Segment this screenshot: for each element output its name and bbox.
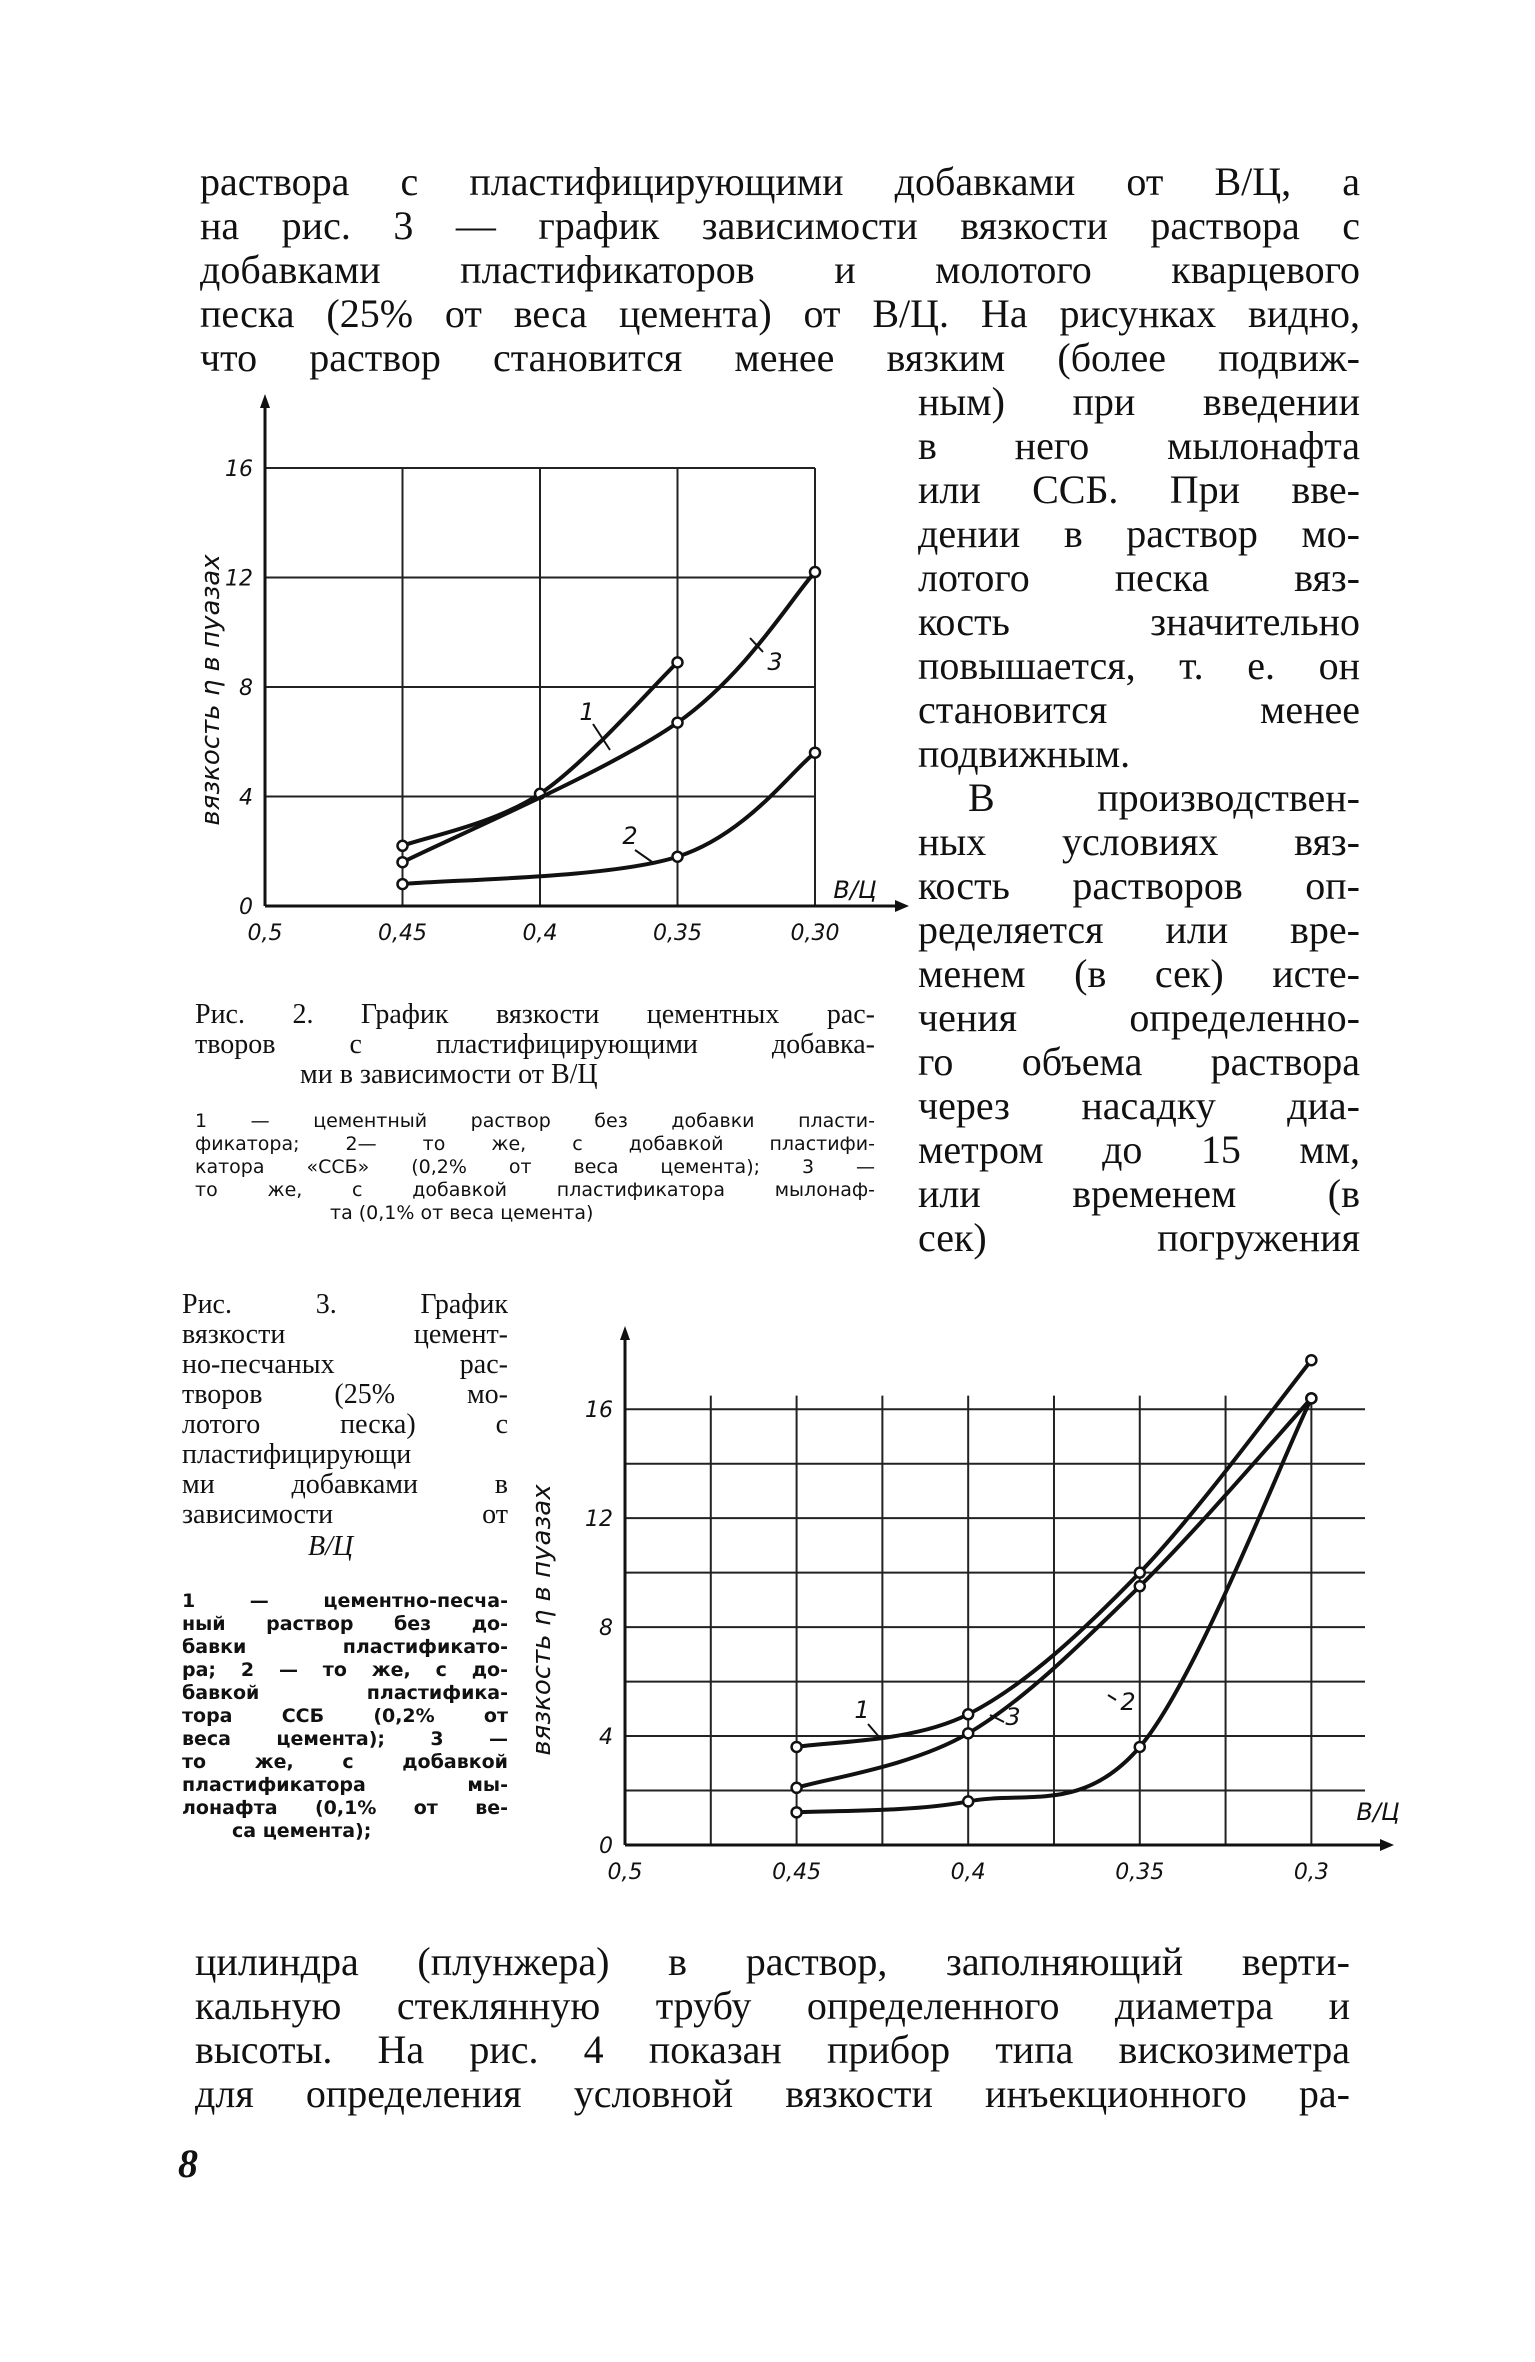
legend-line: та (0,1% от веса цемента) [330,1202,594,1224]
text-line: го объема раствора [918,1039,1360,1084]
y-axis-label: вязкость η в пуазах [196,554,226,826]
text-line: ределяется или вре- [918,907,1360,952]
legend-line: бавкой пластифика- [182,1682,508,1704]
data-point [1135,1581,1145,1591]
x-axis-label: В/Ц [1356,1798,1400,1826]
caption-line: вязкости цемент- [182,1319,508,1350]
data-point [673,657,683,667]
text-line: раствора с пластифицирующими добавками от В/Ц, а [200,159,1360,204]
y-tick-label: 8 [599,1616,613,1642]
legend-line: 1 — цементно-песча- [182,1590,508,1612]
legend-line: то же, с добавкой пластификатора мылонаф- [195,1179,875,1201]
text-line: ным) при введении [918,379,1360,424]
x-tick-label: 0,45 [772,1860,822,1885]
y-tick-label: 12 [585,1507,613,1533]
text-line: на рис. 3 — график зависимости вязкости раствора с [200,203,1360,248]
page-number: 8 [178,2141,198,2186]
text-line: через насадку диа- [918,1083,1360,1128]
data-point [398,841,408,851]
legend-line: пластификатора мы- [182,1774,508,1796]
text-line: подвижным. [918,731,1131,776]
text-line: становится менее [918,687,1360,732]
text-line: чения определенно- [918,995,1360,1040]
caption-line: Рис. 3. График [182,1289,508,1320]
y-tick-label: 12 [225,566,253,592]
x-tick-label: 0,35 [653,921,702,946]
caption-line: лотого песка) с [182,1409,508,1440]
x-tick-label: 0,3 [1293,1860,1329,1885]
legend-line: 1 — цементный раствор без добавки пласти- [195,1110,875,1132]
text-line: лотого песка вяз- [918,555,1360,600]
grid [265,468,815,906]
legend-line: ра; 2 — то же, с до- [182,1659,508,1681]
series-leader [1108,1695,1116,1700]
data-point [1306,1393,1316,1403]
text-line: повышается, т. е. он [918,643,1360,688]
data-point [963,1709,973,1719]
text-line: В производствен- [968,775,1360,820]
data-point [1135,1742,1145,1752]
x-tick-label: 0,4 [522,921,558,946]
x-axis-arrow [1380,1839,1394,1851]
legend-line: катора «ССБ» (0,2% от веса цемента); 3 — [195,1156,875,1178]
y-axis-label: вязкость η в пуазах [527,1484,557,1756]
text-line: ных условиях вяз- [918,819,1360,864]
y-axis-arrow [260,394,270,408]
series-label: 2 [1120,1688,1136,1716]
text-line: высоты. На рис. 4 показан прибор типа вискозиметра [195,2027,1350,2072]
text-line: сек) погружения [918,1215,1360,1260]
caption-line: пластифицирующи [182,1439,412,1470]
caption-line: зависимости от [182,1499,508,1530]
figure-2-chart [195,390,915,950]
data-point [1135,1568,1145,1578]
data-point [963,1796,973,1806]
axes [260,394,909,912]
data-point [810,567,820,577]
series-line [403,753,816,884]
x-tick-label: 0,5 [607,1860,643,1885]
text-line: добавками пластификаторов и молотого кварцевого [200,247,1360,292]
text-line: или ССБ. При вве- [918,467,1360,512]
caption-line: ми в зависимости от В/Ц [300,1059,598,1090]
y-tick-label: 16 [585,1398,613,1424]
caption-line: Рис. 2. График вязкости цементных рас- [195,999,875,1030]
series-label: 3 [1005,1703,1021,1731]
caption-line: ми добавками в [182,1469,508,1500]
legend-line: веса цемента); 3 — [182,1728,508,1750]
text-line: что раствор становится менее вязким (более подвиж- [200,335,1360,380]
x-tick-label: 0,45 [378,921,427,946]
series-line [403,572,816,862]
y-tick-label: 0 [599,1834,613,1859]
legend-line: то же, с добавкой [182,1751,508,1773]
caption-line: но-песчаных рас- [182,1349,508,1380]
x-tick-label: 0,4 [950,1860,986,1885]
legend-line: бавки пластификато- [182,1636,508,1658]
data-point [398,879,408,889]
x-tick-label: 0,5 [247,921,283,946]
data-point [792,1807,802,1817]
x-tick-label: 0,30 [790,921,840,946]
text-line: кость значительно [918,599,1360,644]
text-line: кальную стеклянную трубу определенного диаметра и [195,1983,1350,2028]
legend-line: са цемента); [232,1820,372,1842]
data-point [398,857,408,867]
y-tick-label: 8 [239,676,253,701]
caption-line: В/Ц [308,1531,354,1562]
text-line: или временем (в [918,1171,1360,1216]
data-point [792,1783,802,1793]
series [398,567,821,889]
text-line: цилиндра (плунжера) в раствор, заполняющий верти- [195,1939,1350,1984]
data-point [673,852,683,862]
text-line: менем (в сек) исте- [918,951,1360,996]
data-point [1306,1355,1316,1365]
caption-line: творов с пластифицирующими добавка- [195,1029,875,1060]
data-point [792,1742,802,1752]
legend-line: фикатора; 2— то же, с добавкой пластифи- [195,1133,875,1155]
data-point [673,718,683,728]
legend-line: тора ССБ (0,2% от [182,1705,508,1727]
data-point [810,748,820,758]
text-line: кость растворов оп- [918,863,1360,908]
data-point [963,1728,973,1738]
y-tick-label: 16 [225,457,253,482]
series-label: 2 [622,822,638,850]
y-tick-label: 4 [239,785,253,811]
tick-labels [527,1398,1400,1885]
text-line: в него мылонафта [918,423,1360,468]
x-tick-label: 0,35 [1115,1860,1165,1885]
y-tick-label: 4 [599,1725,613,1751]
series-leader [635,850,655,864]
legend-line: ный раствор без до- [182,1613,508,1635]
tick-labels [196,457,877,946]
y-axis-arrow [620,1326,630,1340]
text-line: для определения условной вязкости инъекционного ра- [195,2071,1350,2116]
series-label: 3 [767,648,783,676]
x-axis-arrow [895,900,909,912]
text-line: песка (25% от веса цемента) от В/Ц. На рисунках видно, [200,291,1360,336]
caption-line: творов (25% мо- [182,1379,508,1410]
text-line: метром до 15 мм, [918,1127,1360,1172]
figure-3-chart [520,1320,1420,1900]
series-label: 1 [579,698,595,726]
legend-line: лонафта (0,1% от ве- [182,1797,508,1819]
series-label: 1 [854,1696,870,1724]
y-tick-label: 0 [239,895,253,920]
text-line: дении в раствор мо- [918,511,1360,556]
x-axis-label: В/Ц [833,876,877,904]
